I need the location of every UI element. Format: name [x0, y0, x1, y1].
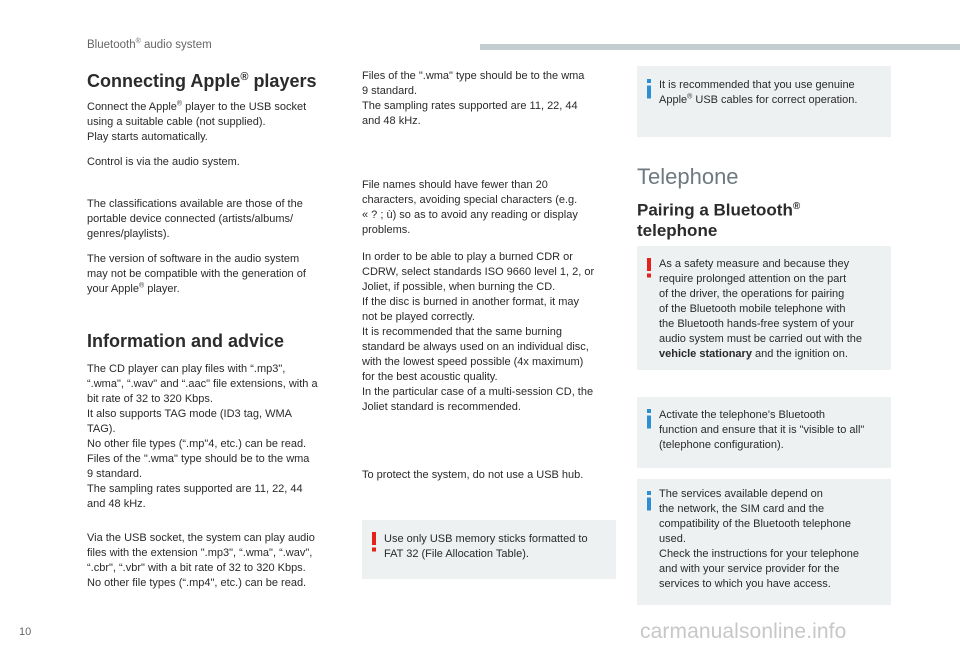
warning-box-usb-format	[362, 520, 616, 579]
paragraph-software-version: The version of software in the audio system may not be compatible with the generation of your Apple® player.	[87, 253, 306, 295]
warning-icon	[646, 258, 652, 278]
paragraph-file-names: File names should have fewer than 20 characters, avoiding special characters (e.g. « ? ; ù) so as to avoid any reading or display problems.	[362, 179, 578, 236]
paragraph-usb-hub: To protect the system, do not use a USB hub.	[362, 469, 584, 481]
info-text-services: The services available depend on the network, the SIM card and the compatibility of the Bluetooth telephone used. Check the instructions for your telephone and with your service provider for the services to which you have access.	[659, 488, 859, 590]
registered-mark: ®	[135, 38, 141, 45]
running-header-text: Bluetooth	[87, 38, 136, 51]
info-text-apple-cables: It is recommended that you use genuine Apple® USB cables for correct operation.	[659, 79, 858, 106]
info-icon	[646, 79, 652, 99]
paragraph-usb-formats: Via the USB socket, the system can play audio files with the extension ".mp3", “.wma", “.wav", “.cbr", “.vbr" with a bit rate of 32 to 320 Kbps. No other file types (“.mp4", etc.) can be read.	[87, 532, 315, 589]
running-header-text-end: audio system	[140, 38, 212, 51]
watermark: carmanualsonline.info	[640, 620, 847, 643]
paragraph-classifications: The classifications available are those of the portable device connected (artists/albums/ genres/playlists).	[87, 198, 303, 240]
warning-text-usb-format: Use only USB memory sticks formatted to FAT 32 (File Allocation Table).	[384, 533, 588, 560]
paragraph-wma-standard: Files of the ".wma" type should be to the wma 9 standard. The sampling rates supported are 11, 22, 44 and 48 kHz.	[362, 70, 585, 127]
paragraph-control: Control is via the audio system.	[87, 156, 240, 168]
heading-information-advice: Information and advice	[87, 331, 285, 351]
warning-box-pairing-safety	[637, 246, 891, 370]
info-box-services	[637, 479, 891, 605]
info-icon	[646, 491, 652, 511]
heading-connecting-apple: Connecting Apple® players	[87, 71, 317, 91]
warning-icon	[371, 532, 377, 552]
header-bar	[480, 44, 960, 50]
heading-telephone: Telephone	[637, 164, 739, 189]
info-icon	[646, 409, 652, 429]
info-box-apple-cables	[637, 66, 891, 137]
heading-pairing-bluetooth: Pairing a Bluetooth® telephone	[637, 200, 801, 240]
info-text-activate-bluetooth: Activate the telephone's Bluetooth function and ensure that it is "visible to all" (telephone configuration).	[659, 409, 865, 451]
paragraph-connect: Connect the Apple® player to the USB socket using a suitable cable (not supplied). Play starts automatically.	[87, 100, 307, 143]
warning-text-pairing-safety: As a safety measure and because they require prolonged attention on the part of the driver, the operations for pairing of the Bluetooth mobile telephone with the Bluetooth hands-free system of your audio system must be carried out with the vehicle stationary and the ignition on.	[659, 258, 862, 360]
paragraph-burned-cd: In order to be able to play a burned CDR or CDRW, select standards ISO 9660 level 1, 2, or Joliet, if possible, when burning the CD. If the disc is burned in another format, it may not be played correctly. It is recommended that the same burning standard be always used on an individual disc, with the lowest speed possible (4x maximum) for the best acoustic quality. In the particular case of a multi-session CD, the Joliet standard is recommended.	[362, 251, 595, 413]
paragraph-cd-formats: The CD player can play files with “.mp3", “.wma", “.wav" and “.aac" file extensions, with a bit rate of 32 to 320 Kbps. It also supports TAG mode (ID3 tag, WMA TAG). No other file types (“.mp"4, etc.) can be read. Files of the ".wma" type should be to the wma 9 standard. The sampling rates supported are 11, 22, 44 and 48 kHz.	[87, 363, 318, 510]
info-box-activate-bluetooth	[637, 397, 891, 468]
running-header	[87, 38, 212, 51]
page-number: 10	[19, 626, 32, 638]
